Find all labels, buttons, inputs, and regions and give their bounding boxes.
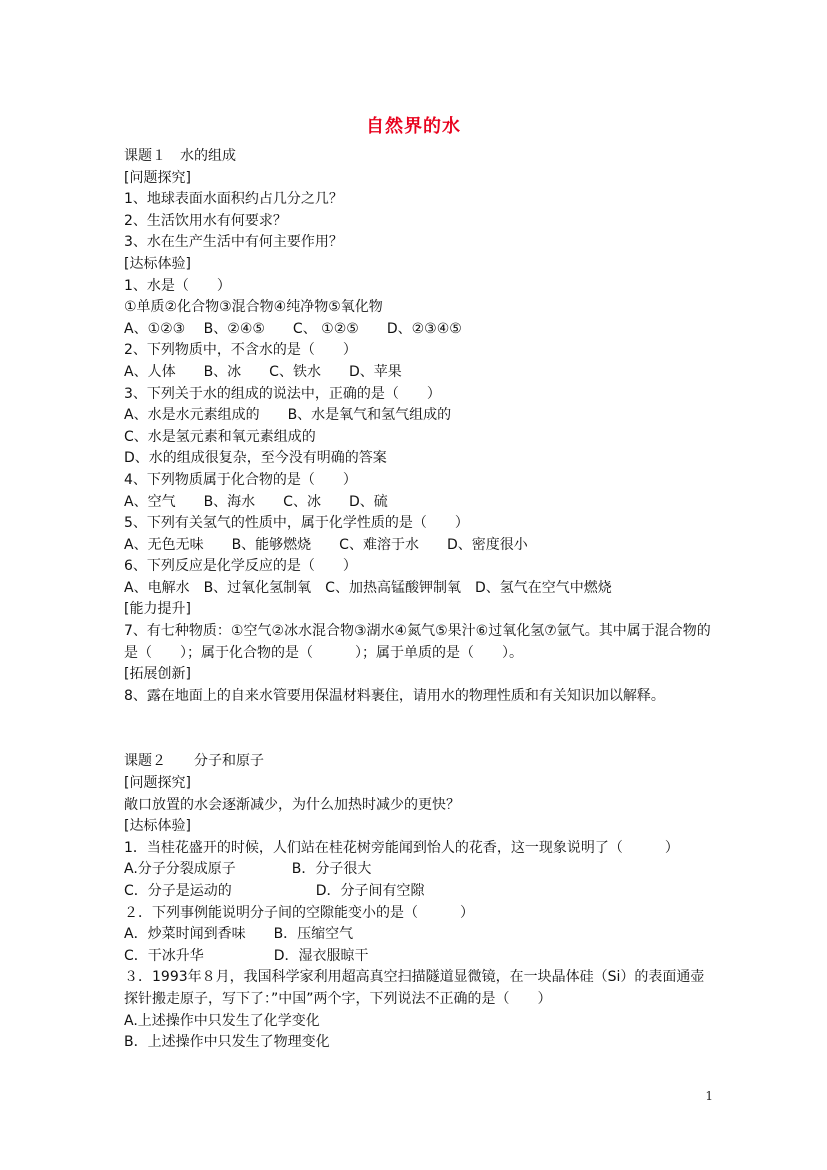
lesson1-q5-stem: 5、下列有关氢气的性质中，属于化学性质的是（ ）	[124, 515, 469, 532]
page-number: 1	[705, 1089, 713, 1103]
lesson1-q6-options: A、电解水 B、过氧化氢制氧 C、加热高锰酸钾制氧 D、氢气在空气中燃烧	[124, 579, 612, 596]
lesson1-section-improve: [能力提升]	[124, 601, 191, 618]
lesson1-explore-2: 2、生活饮用水有何要求？	[124, 212, 287, 229]
document-body	[124, 146, 714, 1054]
lesson1-q6-stem: 6、下列反应是化学反应的是（ ）	[124, 558, 357, 575]
lesson1-q1-stem: 1、水是（ ）	[124, 277, 231, 294]
lesson1-q2-stem: 2、下列物质中，不含水的是（ ）	[124, 342, 357, 359]
lesson2-q2-options-ab: A．炒菜时闻到香味 B．压缩空气	[124, 926, 354, 943]
lesson1-q2-options: A、人体 B、冰 C、铁水 D、苹果	[124, 363, 402, 380]
lesson1-q1-options: A、①②③ B、②④⑤ C、 ①②⑤ D、②③④⑤	[124, 320, 462, 337]
lesson1-q5-options: A、无色无味 B、能够燃烧 C、难溶于水 D、密度很小	[124, 536, 528, 553]
lesson1-section-extend: [拓展创新]	[124, 666, 191, 683]
lesson2-q3-stem: ３．1993年８月，我国科学家利用超高真空扫描隧道显微镜，在一块晶体硅（Si）的表面通壶探针搬走原子，写下了：”中国”两个字，下列说法不正确的是（ ）	[124, 969, 705, 1007]
lesson1-q1-items: ①单质②化合物③混合物④纯净物⑤氧化物	[124, 299, 383, 316]
document-title: 自然界的水	[366, 116, 461, 137]
lesson2-explore: 敞口放置的水会逐渐减少，为什么加热时减少的更快？	[124, 796, 460, 813]
lesson2-q2-stem: ２．下列事例能说明分子间的空隙能变小的是（ ）	[124, 904, 474, 921]
lesson1-q8: 8、露在地面上的自来水管要用保温材料裹住，请用水的物理性质和有关知识加以解释。	[124, 687, 665, 704]
lesson1-q3-option-c: C、水是氢元素和氧元素组成的	[124, 428, 316, 445]
lesson1-explore-1: 1、地球表面水面积约占几分之几？	[124, 191, 343, 208]
lesson1-heading: 课题１ 水的组成	[124, 148, 236, 164]
lesson1-explore-3: 3、水在生产生活中有何主要作用？	[124, 234, 343, 251]
lesson1-q3-options-ab: A、水是水元素组成的 B、水是氧气和氢气组成的	[124, 407, 452, 424]
lesson1-q4-stem: 4、下列物质属于化合物的是（ ）	[124, 471, 357, 488]
lesson1-section-test: [达标体验]	[124, 255, 191, 272]
lesson1-q4-options: A、空气 B、海水 C、冰 D、硫	[124, 493, 388, 510]
lesson2-section-explore: [问题探究]	[124, 775, 191, 792]
lesson2-q3-option-a: A.上述操作中只发生了化学变化	[124, 1012, 320, 1029]
lesson1-q7: 7、有七种物质：①空气②冰水混合物③湖水④氮气⑤果汁⑥过氧化氢⑦氩气。其中属于混合物的是（ ）；属于化合物的是（ ）；属于单质的是（ ）。	[124, 623, 711, 661]
lesson2-q3-option-b: B．上述操作中只发生了物理变化	[124, 1034, 330, 1051]
lesson1-q3-option-d: D、水的组成很复杂，至今没有明确的答案	[124, 450, 387, 467]
lesson1-q3-stem: 3、下列关于水的组成的说法中，正确的是（ ）	[124, 385, 441, 402]
lesson2-q2-options-cd: C．干冰升华 D．湿衣服晾干	[124, 947, 369, 964]
lesson2-q1-stem: 1．当桂花盛开的时候，人们站在桂花树旁能闻到怡人的花香，这一现象说明了（ ）	[124, 839, 679, 856]
lesson2-q1-options-ab: A.分子分裂成原子 B．分子很大	[124, 861, 372, 878]
section-spacer	[124, 707, 714, 751]
lesson2-q1-options-cd: C．分子是运动的 D．分子间有空隙	[124, 883, 425, 899]
lesson1-section-explore: [问题探究]	[124, 169, 191, 186]
lesson2-heading: 课题２ 分子和原子	[124, 753, 264, 770]
lesson2-section-test: [达标体验]	[124, 818, 191, 835]
